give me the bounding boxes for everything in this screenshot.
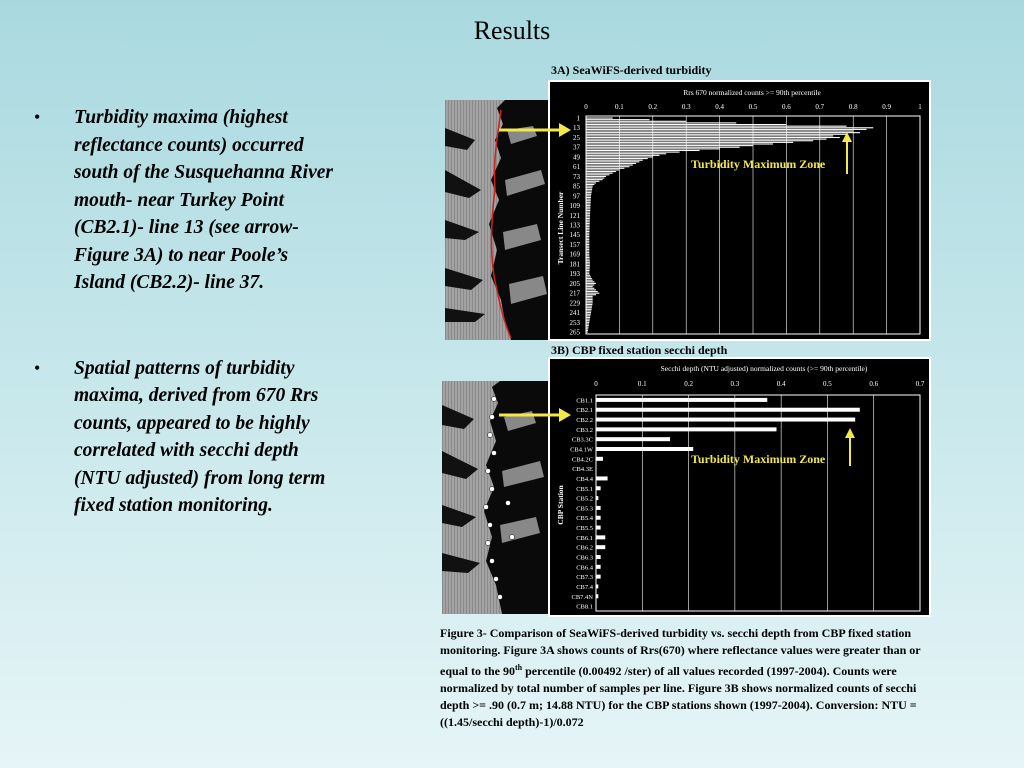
chart-a-x-tick: 0.6 [782, 103, 791, 111]
chart-a-bar [586, 247, 589, 248]
chart-a-bar [586, 129, 867, 130]
chart-a-bar [586, 315, 590, 316]
chart-b-bar [596, 565, 601, 569]
chart-a-bar [586, 304, 592, 305]
chart-a-bar [586, 137, 840, 138]
chart-a-bar [586, 301, 593, 302]
chart-a-bar [586, 212, 590, 213]
chart-a-bar [586, 294, 596, 295]
chart-b-x-tick: 0.7 [915, 380, 925, 388]
chart-a-bar [586, 118, 613, 119]
slide-title: Results [473, 16, 551, 45]
chart-a-bar [586, 280, 593, 281]
chart-b-category-label: CB6.2 [576, 544, 593, 552]
chart-a-bar [586, 216, 590, 217]
chart-b-bar [596, 584, 598, 588]
annotation-arrow-a [842, 132, 852, 174]
chart-b-bar [596, 398, 767, 402]
pointer-arrow-b [497, 405, 573, 425]
chart-b-category-label: CB7.4 [576, 583, 593, 591]
chart-b-x-tick: 0 [594, 380, 598, 388]
chart-a-x-tick: 0.2 [648, 103, 658, 111]
caption-part-2: percentile (0.00492 /ster) of all values recorded (1997-2004). Counts were normalized by total number of samples per line. Figure 3B shows normalized counts of secchi depth >= .90 (0.7 m; 14.88 NTU) for the CBP stations shown (1997-2004). Conversion: NTU = ((1.45/secchi depth)-1)/0.072 [440, 664, 917, 729]
chart-b-bar [596, 526, 601, 530]
chart-a-bar [586, 281, 594, 282]
chart-b-bar [596, 575, 601, 579]
chart-a-bar [586, 174, 609, 175]
chart-a-bar [586, 161, 639, 162]
panel-a-label: 3A) SeaWiFS-derived turbidity [551, 63, 712, 77]
chart-a-bar [586, 155, 659, 156]
chart-b-category-label: CB2.1 [576, 407, 593, 415]
chart-a-bar [586, 202, 591, 203]
chart-a-y-tick: 229 [569, 299, 580, 308]
chart-b-category-label: CB7.4N [571, 593, 593, 601]
chart-b-category-label: CB6.1 [576, 534, 593, 542]
chart-a-bar [586, 320, 590, 321]
chart-a-bar [586, 153, 666, 154]
chart-b-bar [596, 555, 601, 559]
chart-a-annotation: Turbidity Maximum Zone [691, 157, 826, 171]
chart-b-category-label: CB5.2 [576, 495, 593, 503]
chart-a-y-tick: 49 [573, 153, 580, 162]
chart-a-bar [586, 314, 591, 315]
bullet-text-turbidity-maxima: Turbidity maxima (highest reflectance counts) occurred south of the Susquehanna River mouth- near Turkey Point (CB2.1)- line 13 (see arrow- Figure 3A) to near Poole’s Island (CB2.2)- line 37. [74, 107, 333, 293]
chart-b-bar [596, 594, 598, 598]
chart-b-category-label: CB6.3 [576, 554, 593, 562]
chart-a-y-tick: 25 [573, 133, 580, 142]
chart-a-ylabel: Transect Line Number [556, 191, 565, 265]
chart-a-bar [586, 124, 786, 125]
chart-b-category-label: CB8.1 [576, 603, 593, 611]
chart-a-bar [586, 330, 588, 331]
chart-a-bar [586, 242, 589, 243]
chart-a-bar [586, 143, 773, 144]
chart-a-bar [586, 276, 591, 277]
chart-b-title: Secchi depth (NTU adjusted) normalized counts (>= 90th percentile) [660, 364, 868, 373]
chart-b-bar [596, 516, 601, 520]
chart-a-bar [586, 236, 589, 237]
chart-b-ylabel: CBP Station [556, 485, 565, 525]
chart-b-category-label: CB4.3E [572, 466, 593, 474]
chart-a-bar [586, 207, 590, 208]
chart-a-bar [586, 189, 592, 190]
chart-a-bar [586, 263, 590, 264]
chart-a-bar [586, 150, 700, 151]
chart-a-bar [586, 255, 589, 256]
chart-b-bar [596, 418, 855, 422]
chart-a-y-tick: 13 [573, 124, 580, 133]
chart-b-category-label: CB1.1 [576, 397, 593, 405]
bullet-list [34, 104, 334, 578]
chart-a-bar [586, 226, 590, 227]
chart-a-x-tick: 0.4 [715, 103, 724, 111]
chart-a-bar [586, 192, 592, 193]
chart-a-bar [586, 221, 590, 222]
chart-a-bar [586, 119, 649, 120]
chart-a-bar [586, 126, 847, 127]
annotation-arrow-b [845, 428, 855, 466]
chart-a-bar [586, 165, 633, 166]
bullet-dot: • [34, 107, 41, 127]
panel-b-label: 3B) CBP fixed station secchi depth [551, 343, 728, 357]
chart-a-bar [586, 323, 589, 324]
chart-a-x-tick: 0 [584, 103, 588, 111]
chart-a-bar [586, 197, 591, 198]
chart-a-bar [586, 332, 588, 333]
chart-a-bar [586, 293, 599, 294]
chart-a-bar [586, 254, 589, 255]
chart-a-bar [586, 213, 590, 214]
chart-a-bar [586, 244, 589, 245]
chart-b-bar [596, 535, 605, 539]
chart-a-bar [586, 205, 591, 206]
chart-a-bar [586, 327, 589, 328]
chart-a-bar [586, 179, 603, 180]
chart-a-bar [586, 268, 590, 269]
chart-a-bar [586, 184, 594, 185]
chart-a-bar [586, 270, 590, 271]
chart-b-bar [596, 408, 860, 412]
chart-a-bar [586, 190, 592, 191]
chart-a-bar [586, 259, 590, 260]
chart-a-bar [586, 169, 619, 170]
chart-a-bar [586, 171, 616, 172]
chart-a-bar [586, 319, 590, 320]
chart-a-bar [586, 249, 589, 250]
chart-b-x-tick: 0.4 [776, 380, 786, 388]
chart-a-bar [586, 203, 591, 204]
caption-part-1: Figure 3- Comparison of SeaWiFS-derived turbidity vs. secchi depth from CBP fixed station monitoring. Figure 3A shows counts of Rrs(670) where reflectance values were greater than or equal to the 90 [440, 626, 921, 678]
caption-superscript: th [515, 663, 523, 672]
chart-a-bar [586, 283, 596, 284]
chart-a-y-tick: 217 [569, 289, 580, 298]
chart-a-x-tick: 0.9 [882, 103, 891, 111]
chart-b-bar [596, 476, 608, 480]
chart-a-bar [586, 297, 593, 298]
chart-b-category-label: CB3.3C [571, 436, 593, 444]
chart-a-bar [586, 299, 593, 300]
chart-a-bar [586, 152, 680, 153]
chart-a-y-tick: 241 [569, 309, 580, 318]
chart-a-bar [586, 229, 590, 230]
chart-a-y-tick: 109 [569, 202, 580, 211]
chart-a-bar [586, 166, 629, 167]
chart-a-bar [586, 135, 833, 136]
chart-a-x-tick: 0.3 [681, 103, 691, 111]
chart-b-x-tick: 0.5 [823, 380, 832, 388]
chart-a-bar [586, 322, 589, 323]
chart-a-bar [586, 160, 643, 161]
chart-a-bar [586, 272, 589, 273]
chart-a-y-tick: 181 [569, 260, 580, 269]
chart-a-bar [586, 158, 648, 159]
chart-a-bar [586, 291, 598, 292]
chart-a-bar [586, 187, 592, 188]
chart-b-category-label: CB5.4 [576, 515, 593, 523]
chart-b-category-label: CB6.4 [576, 564, 593, 572]
chart-b-annotation: Turbidity Maximum Zone [691, 452, 826, 466]
chart-a-bar [586, 312, 591, 313]
chart-b-category-label: CB2.2 [576, 417, 593, 425]
chart-a-bar [586, 173, 613, 174]
chart-a-bar [586, 246, 589, 247]
chart-b-svg [550, 359, 929, 615]
chart-a-bar [586, 208, 590, 209]
chart-b-bar [596, 447, 693, 451]
chart-a-bar [586, 218, 590, 219]
chart-a-bar [586, 147, 740, 148]
chart-a-bar [586, 267, 590, 268]
chart-a-y-tick: 157 [569, 240, 580, 249]
chart-b-category-label: CB4.1W [570, 446, 593, 454]
chart-a-bar [586, 317, 590, 318]
chart-a-bar [586, 309, 592, 310]
chart-b-category-label: CB3.2 [576, 426, 593, 434]
chart-b-x-tick: 0.2 [684, 380, 693, 388]
chart-a-bar [586, 210, 590, 211]
chart-a-bar [586, 262, 590, 263]
chart-b-bar [596, 437, 670, 441]
chart-a-bar [586, 296, 593, 297]
chart-a-bar [586, 223, 590, 224]
chart-a-bar [586, 195, 591, 196]
chart-a-bar [586, 142, 793, 143]
chart-a-bar [586, 220, 590, 221]
chart-a-y-tick: 193 [569, 270, 580, 279]
chart-a-bar [586, 200, 591, 201]
chart-b-category-label: CB7.3 [576, 574, 593, 582]
chart-a-bar [586, 231, 589, 232]
chart-a-bar [586, 275, 590, 276]
chart-a-bar [586, 199, 591, 200]
chart-a-y-tick: 37 [573, 143, 580, 152]
chart-a-bar [586, 288, 594, 289]
chart-a-x-tick: 0.7 [815, 103, 825, 111]
pointer-arrow-a [497, 120, 573, 140]
chart-b-category-label: CB4.2C [571, 456, 593, 464]
chart-a-bar [586, 265, 590, 266]
chart-b-bar [596, 427, 777, 431]
chart-a-y-tick: 97 [573, 192, 580, 201]
chart-a-bar [586, 215, 590, 216]
chart-a-y-tick: 145 [569, 231, 580, 240]
chart-a-svg [550, 82, 929, 339]
chart-b-x-tick: 0.3 [730, 380, 740, 388]
chart-b-bar [596, 457, 603, 461]
chart-b-category-label: CB5.3 [576, 505, 593, 513]
chart-a-y-tick: 73 [573, 172, 580, 181]
chart-a-bar [586, 310, 591, 311]
chart-a-bar [586, 241, 589, 242]
chart-a-bar [586, 302, 593, 303]
chart-b-x-tick: 0.6 [869, 380, 879, 388]
chart-b [548, 357, 931, 617]
chart-a-bar [586, 132, 860, 133]
chart-a-bar [586, 140, 813, 141]
chart-a-bar [586, 250, 589, 251]
chart-a-bar [586, 148, 720, 149]
chart-a-bar [586, 130, 853, 131]
chart-a-bar [586, 239, 589, 240]
chart-a-bar [586, 121, 686, 122]
chart-a-bar [586, 260, 590, 261]
chart-a-bar [586, 273, 589, 274]
chart-a-y-tick: 1 [576, 114, 580, 123]
chart-a-bar [586, 306, 592, 307]
chart-b-category-label: CB5.1 [576, 485, 593, 493]
chart-a-x-tick: 0.5 [748, 103, 758, 111]
chart-a-bar [586, 139, 826, 140]
chart-b-bar [596, 545, 605, 549]
chart-b-x-tick: 0.1 [637, 380, 647, 388]
bullet-item [34, 104, 334, 297]
chart-a-bar [586, 181, 599, 182]
bullet-text-spatial-patterns: Spatial patterns of turbidity maxima, derived from 670 Rrs counts, appeared to be highly correlated with secchi depth (NTU adjusted) from long term fixed station monitoring. [74, 357, 326, 516]
chart-b-bar [596, 506, 601, 510]
chart-a-y-tick: 85 [573, 182, 580, 191]
chart-a-x-tick: 1 [918, 103, 922, 111]
chart-a-bar [586, 127, 873, 128]
chart-a-bar [586, 257, 590, 258]
chart-a-y-tick: 265 [569, 328, 580, 337]
chart-a-y-tick: 61 [573, 163, 580, 172]
chart-a-y-tick: 121 [569, 211, 580, 220]
chart-a-bar [586, 168, 624, 169]
bullet-item [34, 355, 334, 520]
chart-a-y-tick: 253 [569, 318, 580, 327]
chart-a-bar [586, 177, 604, 178]
chart-a-bar [586, 145, 753, 146]
chart-a-bar [586, 328, 588, 329]
chart-a-bar [586, 225, 590, 226]
chart-a-bar [586, 233, 589, 234]
chart-a-x-tick: 0.8 [848, 103, 858, 111]
chart-a-y-tick: 133 [569, 221, 580, 230]
chart-a-y-tick: 169 [569, 250, 580, 259]
chart-a-bar [586, 194, 591, 195]
chart-b-category-label: CB5.5 [576, 525, 593, 533]
chart-a-title: Rrs 670 normalized counts >= 90th percentile [683, 88, 821, 97]
chart-a-bar [586, 228, 590, 229]
chart-a-bar [586, 182, 596, 183]
chart-b-bar [596, 496, 598, 500]
chart-a-bar [586, 134, 847, 135]
chart-b-category-label: CB4.4 [576, 475, 593, 483]
chart-a-bar [586, 286, 593, 287]
chart-a-bar [586, 122, 736, 123]
chart-a-bar [586, 237, 589, 238]
chart-a-bar [586, 163, 636, 164]
chart-a-bar [586, 252, 589, 253]
chart-a-bar [586, 284, 594, 285]
chart-a-bar [586, 186, 593, 187]
chart-b-bar [596, 486, 601, 490]
chart-a-bar [586, 278, 592, 279]
chart-a-bar [586, 176, 606, 177]
chart-a-bar [586, 156, 653, 157]
chart-a-bar [586, 289, 596, 290]
chart-a-bar [586, 307, 592, 308]
chart-a-x-tick: 0.1 [615, 103, 624, 111]
chart-a [548, 80, 931, 341]
chart-a-y-tick: 205 [569, 279, 580, 288]
chart-a-bar [586, 234, 589, 235]
figure-caption [440, 625, 940, 731]
chart-a-bar [586, 325, 589, 326]
bullet-dot: • [34, 357, 41, 378]
